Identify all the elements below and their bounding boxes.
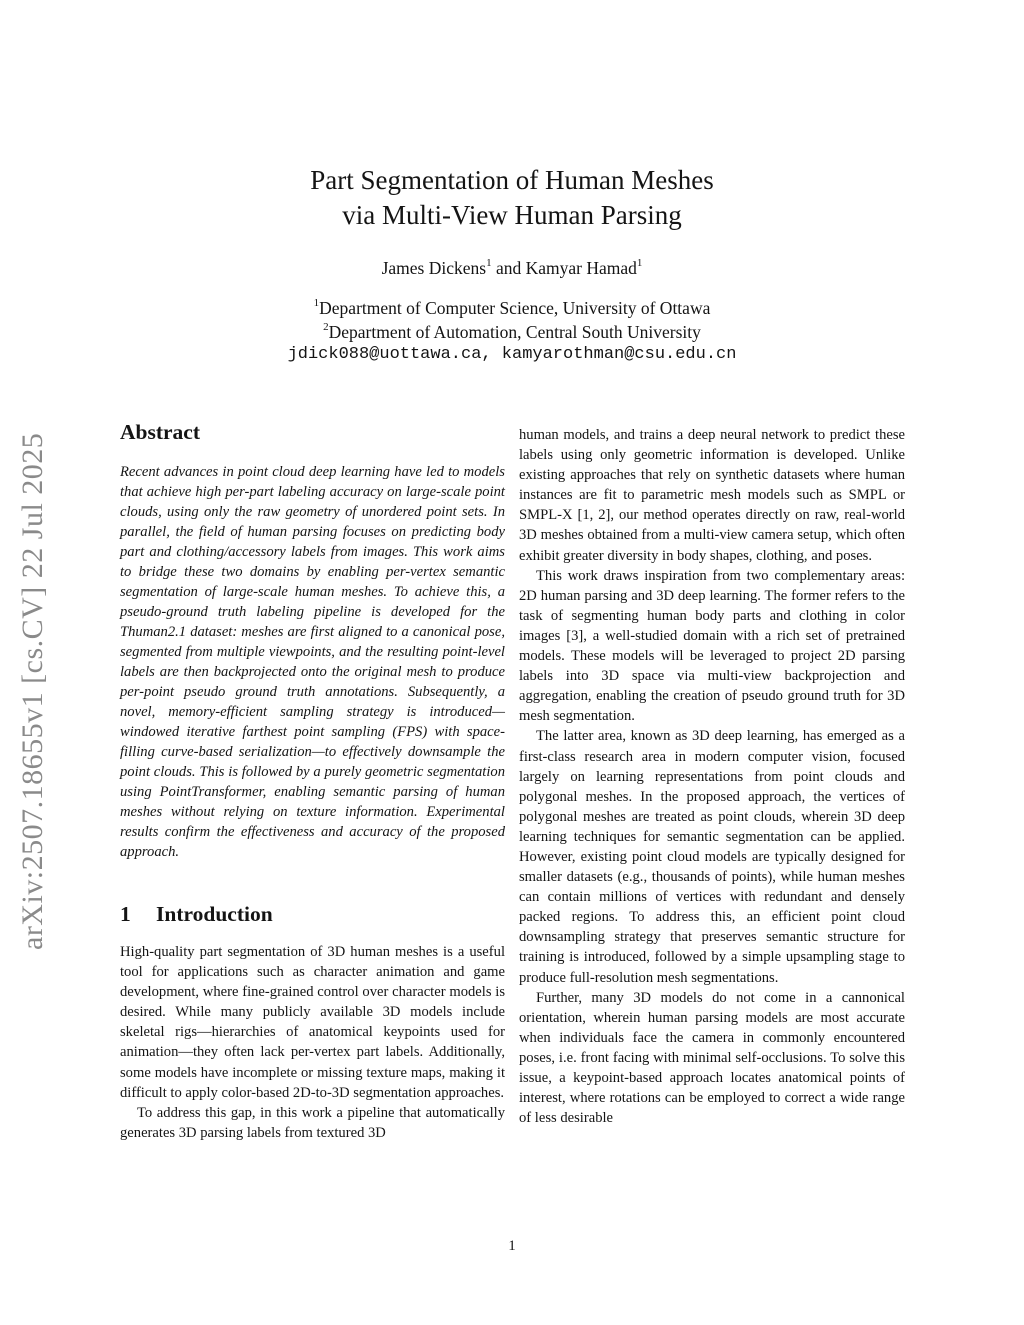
author-emails: jdick088@uottawa.ca, kamyarothman@csu.edu.cn xyxy=(287,345,737,364)
paper-title xyxy=(120,163,904,233)
author-list xyxy=(120,256,904,280)
abstract-text: Recent advances in point cloud deep learning have led to models that achieve high per-part labeling accuracy on large-scale point clouds, using only the raw geometry of unordered point sets. In parallel, the field of human parsing focuses on predicting body part and clothing/accessory labels from images. This work aims to bridge these two domains by enabling per-vertex semantic segmentation of large-scale human meshes. To achieve this, a pseudo-ground truth labeling pipeline is developed for the Thuman2.1 dataset: meshes are first aligned to a canonical pose, segmented from multiple viewpoints, and the resulting point-level labels are then backprojected onto the original mesh to produce per-point pseudo ground truth annotations. Subsequently, a novel, memory-efficient sampling strategy is introduced—windowed iterative farthest point sampling (FPS) with space-filling curve-based serialization—to effectively downsample the point clouds. This is followed by a purely geometric segmentation using PointTransformer, enabling semantic parsing of human meshes without relying on texture information. Experimental results confirm the effectiveness and accuracy of the proposed approach. xyxy=(120,464,505,860)
right-column xyxy=(519,425,905,1128)
author-conjunction: and xyxy=(495,258,522,278)
paragraph: High-quality part segmentation of 3D human meshes is a useful tool for applications such as character animation and game development, where fine-grained control over character models is desired. While many publicly available 3D models include skeletal rigs—hierarchies of anatomical keypoints used for animation—they often lack per-vertex part labels. Additionally, some models have incomplete or missing texture maps, making it difficult to apply color-based 2D-to-3D segmentation approaches. xyxy=(120,944,505,1101)
abstract-heading: Abstract xyxy=(120,420,201,444)
paragraph: The latter area, known as 3D deep learning, has emerged as a first-class research area in modern computer vision, focused largely on learning representations from point clouds and polygonal meshes. In the proposed approach, the vertices of polygonal meshes are treated as point clouds, wherein 3D deep learning techniques for semantic segmentation can be applied. However, existing point cloud models are typically designed for smaller datasets (e.g., thousands of points), while human meshes can contain millions of vertices with redundant and densely packed regions. To address this, an efficient point cloud downsampling strategy that preserves semantic structure for training is introduced, followed by a simple upsampling stage to produce full-resolution mesh segmentations. xyxy=(519,728,905,986)
section-title: Introduction xyxy=(156,902,273,926)
affiliation-mark: 1 xyxy=(636,257,643,270)
affiliation-1 xyxy=(120,296,904,320)
section-number: 1 xyxy=(120,902,131,926)
arxiv-identifier-stamp: arXiv:2507.18655v1 [cs.CV] 22 Jul 2025 xyxy=(16,432,49,950)
affiliation-text: Department of Computer Science, University of Ottawa xyxy=(319,298,711,318)
paragraph-continuation: human models, and trains a deep neural network to predict these labels using only geometric information is developed. Unlike existing approaches that rely on synthetic datasets where human instances are fit to parametric mesh models such as SMPL or SMPL-X [1, 2], our method operates directly on raw, real-world 3D meshes obtained from a multi-view camera setup, which often exhibit greater diversity in body shapes, clothing, and poses. xyxy=(519,427,905,564)
author-name: James Dickens xyxy=(381,258,487,278)
affiliation-text: Department of Automation, Central South University xyxy=(328,322,701,342)
title-line-1: Part Segmentation of Human Meshes xyxy=(310,165,714,195)
title-line-2: via Multi-View Human Parsing xyxy=(342,200,682,230)
affiliations xyxy=(120,296,904,344)
affiliation-mark: 1 xyxy=(486,257,492,270)
section-heading-introduction xyxy=(120,900,505,928)
paragraph: Further, many 3D models do not come in a cannonical orientation, wherein human parsing models are most accurate when individuals face the camera in commonly encountered poses, i.e. front facing with minimal self-occlusions. To solve this issue, a keypoint-based approach locates anatomical points of interest, where rotations can be employed to correct a wide range of less desirable xyxy=(519,989,905,1127)
page-number: 1 xyxy=(508,1238,516,1254)
left-column xyxy=(120,418,505,1143)
affiliation-mark: 2 xyxy=(323,321,329,334)
paragraph: To address this gap, in this work a pipeline that automatically generates 3D parsing labels from textured 3D xyxy=(120,1104,505,1141)
affiliation-2 xyxy=(120,320,904,344)
paragraph: This work draws inspiration from two complementary areas: 2D human parsing and 3D deep learning. The former refers to the task of segmenting human body parts and clothing in color images [3], a well-studied domain with a rich set of pretrained models. These models will be leveraged to project 2D parsing labels into 3D space via multi-view backprojection and aggregation, enabling the creation of pseudo ground truth for 3D mesh segmentation. xyxy=(519,567,905,725)
author-name: Kamyar Hamad xyxy=(525,258,637,278)
affiliation-mark: 1 xyxy=(313,297,320,310)
